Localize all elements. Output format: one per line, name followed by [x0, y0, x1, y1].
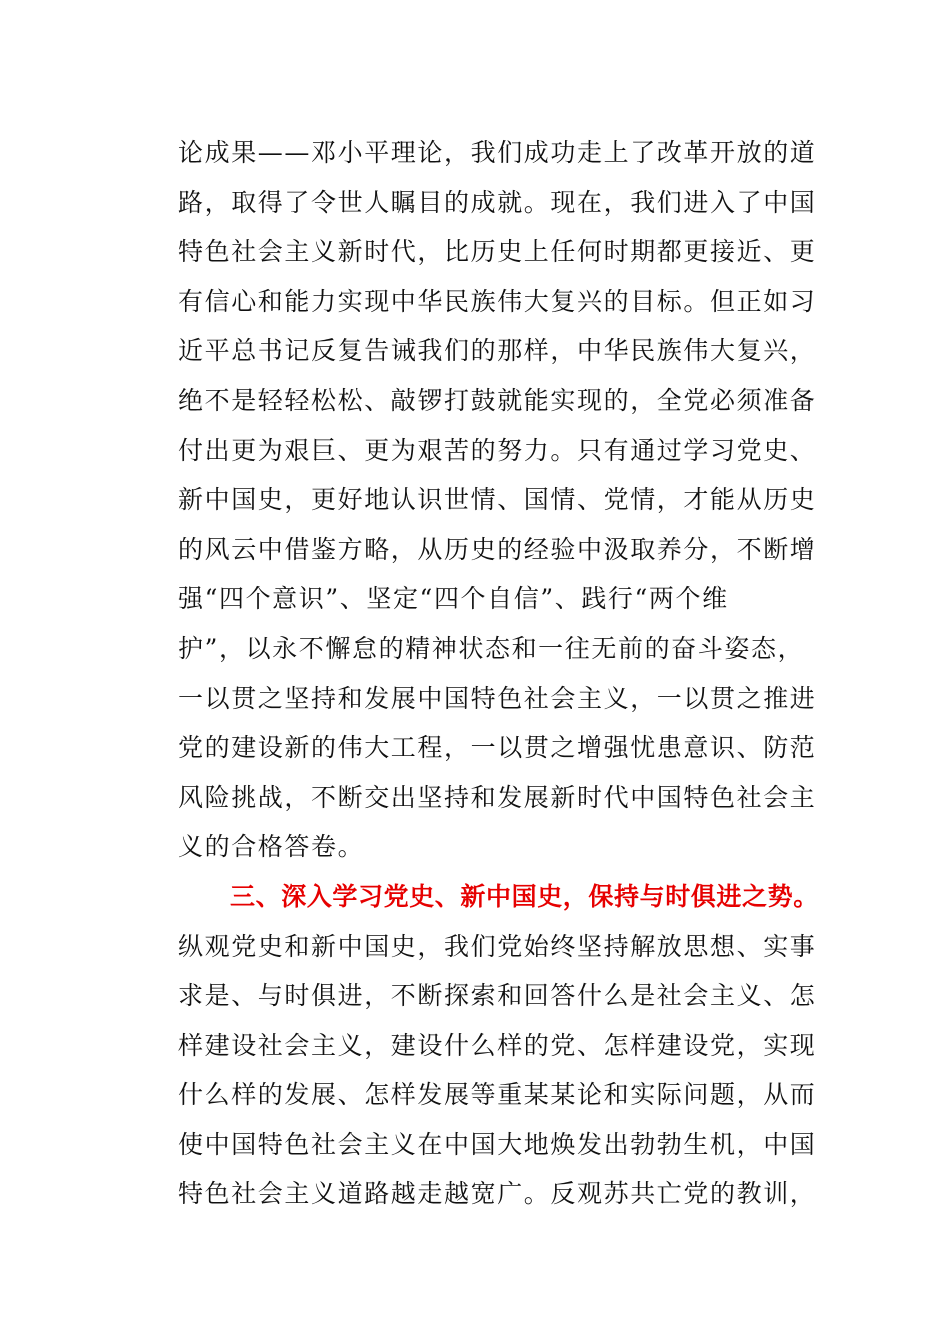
document-body	[178, 128, 818, 1219]
text-line: 路，取得了令世人瞩目的成就。现在，我们进入了中国	[178, 187, 817, 217]
text-line: 论成果——邓小平理论，我们成功走上了改革开放的道	[178, 138, 817, 167]
text-line: 近平总书记反复告诫我们的那样，中华民族伟大复兴，	[178, 336, 817, 366]
text-line: 新中国史，更好地认识世情、国情、党情，才能从历史	[178, 485, 817, 515]
text-line: 特色社会主义道路越走越宽广。反观苏共亡党的教训，	[178, 1179, 817, 1209]
text-line: 强“四个意识”、坚定“四个自信”、践行“两个维	[178, 584, 729, 614]
text-line: 的风云中借鉴方略，从历史的经验中汲取养分，不断增	[178, 534, 817, 564]
text-line: 付出更为艰巨、更为艰苦的努力。只有通过学习党史、	[178, 435, 817, 465]
text-line: 党的建设新的伟大工程，一以贯之增强忧患意识、防范	[178, 733, 817, 763]
text-line: 特色社会主义新时代，比历史上任何时期都更接近、更	[178, 237, 817, 267]
text-line: 纵观党史和新中国史，我们党始终坚持解放思想、实事	[178, 931, 817, 961]
section-heading: 三、深入学习党史、新中国史，保持与时俱进之势。	[230, 881, 819, 911]
text-line: 样建设社会主义，建设什么样的党、怎样建设党，实现	[178, 1030, 817, 1060]
text-line: 什么样的发展、怎样发展等重某某论和实际问题，从而	[178, 1080, 817, 1110]
text-line: 绝不是轻轻松松、敲锣打鼓就能实现的，全党必须准备	[178, 385, 817, 415]
text-line: 义的合格答卷。	[178, 832, 365, 862]
text-line: 有信心和能力实现中华民族伟大复兴的目标。但正如习	[178, 286, 817, 316]
text-line: 一以贯之坚持和发展中国特色社会主义，一以贯之推进	[178, 683, 817, 713]
text-line: 求是、与时俱进，不断探索和回答什么是社会主义、怎	[178, 981, 817, 1011]
text-line: 使中国特色社会主义在中国大地焕发出勃勃生机，中国	[178, 1129, 817, 1159]
text-line: 风险挑战，不断交出坚持和发展新时代中国特色社会主	[178, 782, 817, 812]
text-line: 护”，以永不懈怠的精神状态和一往无前的奋斗姿态，	[178, 633, 805, 663]
